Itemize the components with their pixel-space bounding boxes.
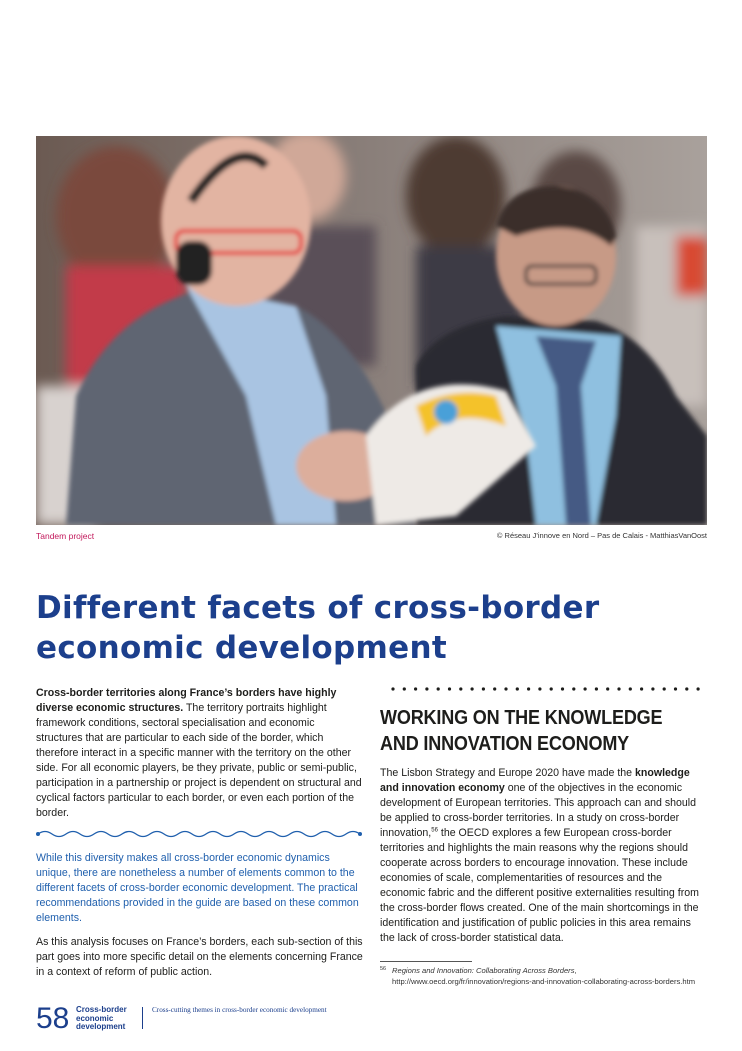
divider-dot <box>414 687 417 690</box>
divider-dot <box>493 687 496 690</box>
divider-dot <box>471 687 474 690</box>
highlight-paragraph: While this diversity makes all cross-border economic dynamics unique, there are nonetheless a number of elements common to the different facets of cross-border economic development. The practical recommendations provided in the guide are based on these common elements. <box>36 852 359 924</box>
innovation-mid: one of the objectives in the economic development of European territories. This approach can and should be applied to cross-border territories. In a study on cross-border innovation, <box>380 782 697 839</box>
page-title-line1: Different facets of cross-border <box>36 590 600 626</box>
footnote-number: 56 <box>380 966 387 972</box>
intro-paragraph <box>36 686 363 821</box>
page-number: 58 <box>36 1002 70 1035</box>
divider-dot <box>685 687 688 690</box>
footnote-rule <box>380 961 472 962</box>
left-column <box>36 686 363 980</box>
page-title-line2: economic development <box>36 630 447 666</box>
footnote-title: Regions and Innovation: Collaborating Across Borders <box>392 966 575 975</box>
wave-divider <box>36 829 363 839</box>
divider-dot <box>527 687 530 690</box>
divider-dot <box>538 687 541 690</box>
divider-dot <box>651 687 654 690</box>
divider-dot <box>584 687 587 690</box>
photo-credit: © Réseau J’innove en Nord – Pas de Calais - MatthiasVanOost <box>496 531 707 540</box>
divider-dot <box>403 687 406 690</box>
right-column <box>380 766 708 946</box>
divider-dot <box>663 687 666 690</box>
conference-photo <box>36 136 707 525</box>
footer-section-name: Cross-cutting themes in cross-border economic development <box>152 1006 327 1014</box>
divider-dot <box>606 687 609 690</box>
footer-separator <box>142 1007 143 1029</box>
footnote-reference[interactable]: 56 <box>431 827 438 834</box>
divider-dot <box>391 687 394 690</box>
section-title-line1: WORKING ON THE KNOWLEDGE <box>380 706 663 729</box>
intro-bold: Cross-border territories along France’s borders have highly diverse economic structures. <box>36 687 337 714</box>
divider-dot <box>595 687 598 690</box>
divider-dot <box>674 687 677 690</box>
divider-dot <box>561 687 564 690</box>
footnote <box>380 965 710 987</box>
section-title <box>380 705 670 757</box>
innovation-paragraph <box>380 766 708 946</box>
divider-dot <box>617 687 620 690</box>
brand-line2: economic <box>76 1013 114 1023</box>
brand-line1: Cross-border <box>76 1005 127 1014</box>
divider-dot <box>629 687 632 690</box>
dotted-divider <box>390 686 708 692</box>
divider-dot <box>550 687 553 690</box>
divider-dot <box>640 687 643 690</box>
page-title <box>36 588 676 668</box>
analysis-paragraph: As this analysis focuses on France’s borders, each sub-section of this part goes into more specific detail on the elements concerning France in a context of reform of public action. <box>36 936 363 978</box>
divider-dot <box>572 687 575 690</box>
divider-dot <box>504 687 507 690</box>
innovation-end: the OECD explores a few European cross-border territories and highlights the main reasons why the regions should cooperate across borders to encourage innovation. These include economies of scale, complementarities of resources and the economic fabric and the different positive externalities resulting from the cross-border flows created. One of the main shortcomings in the identification and justification of public policies in this area remains the lack of cross-border statistical data. <box>380 827 699 944</box>
intro-rest: The territory portraits highlight framework conditions, sectoral specialisation and economic structures that are particular to each side of the border, which therefore interact in a specific manner with the territory on the other side. For all economic players, be they private, public or semi-public, participation in a partnership or project is dependent on structural and cyclical factors particular to each border, or even each portion of the border. <box>36 702 362 819</box>
innovation-start: The Lisbon Strategy and Europe 2020 have made the <box>380 767 636 779</box>
divider-dot <box>697 687 700 690</box>
innovation-bold: knowledge and innovation economy <box>380 767 690 794</box>
footer-brand <box>76 1006 146 1032</box>
photo-caption: Tandem project <box>36 531 95 541</box>
divider-dot <box>482 687 485 690</box>
divider-dot <box>459 687 462 690</box>
footnote-link[interactable]: , http://www.oecd.org/fr/innovation/regions-and-innovation-collaborating-across-borders.htm <box>392 966 696 986</box>
divider-dot <box>437 687 440 690</box>
divider-dot <box>425 687 428 690</box>
divider-dot <box>516 687 519 690</box>
divider-dot <box>448 687 451 690</box>
brand-line3: development <box>76 1022 126 1031</box>
section-title-line2: AND INNOVATION ECONOMY <box>380 732 630 755</box>
